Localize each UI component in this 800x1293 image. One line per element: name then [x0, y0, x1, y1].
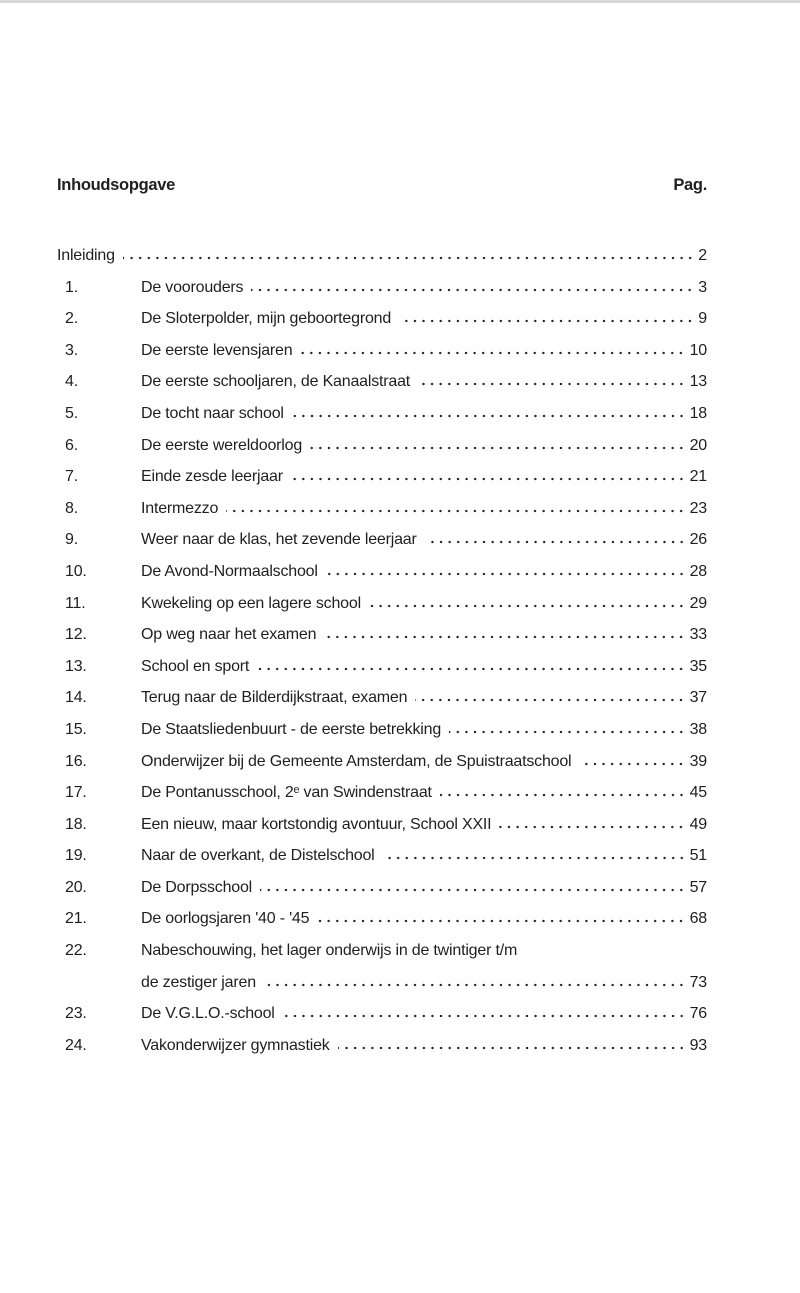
entry-number: 6. [65, 436, 78, 454]
dot-leader [399, 319, 694, 323]
entry-number: 3. [65, 341, 78, 359]
entry-number: 11. [65, 594, 86, 612]
entry-title: Vakonderwijzer gymnastiek [141, 1036, 330, 1054]
entry-page: 93 [689, 1036, 707, 1054]
dot-leader [425, 540, 686, 544]
entry-page: 10 [689, 341, 707, 359]
entry-title: De Pontanusschool, 2ᵉ van Swindenstraat [141, 784, 432, 802]
dot-leader [499, 825, 685, 829]
entry-number: 5. [65, 404, 78, 422]
entry-number: 1. [65, 278, 78, 296]
dot-leader [283, 1014, 686, 1018]
toc-entry-continuation [57, 967, 707, 999]
entry-title: Een nieuw, maar kortstondig avontuur, School XXII [141, 815, 492, 833]
dot-leader [264, 983, 686, 987]
dot-leader [418, 382, 686, 386]
entry-title: Inleiding [57, 247, 115, 264]
entry-title: Nabeschouwing, het lager onderwijs in de twintiger t/m [141, 942, 518, 960]
toc-entry [57, 493, 707, 525]
entry-title: Einde zesde leerjaar [141, 468, 283, 486]
toc-entry [57, 398, 707, 430]
entry-number: 17. [65, 784, 87, 802]
entry-number: 10. [65, 562, 87, 580]
dot-leader [579, 762, 685, 766]
entry-number: 19. [65, 847, 87, 865]
entry-title: School en sport [141, 657, 250, 675]
entry-page: 68 [689, 910, 707, 928]
entry-title: De eerste levensjaren [141, 341, 293, 359]
entry-title: De V.G.L.O.-school [141, 1005, 275, 1023]
toc-entry [57, 714, 707, 746]
entry-number: 9. [65, 531, 78, 549]
page-column-label: Pag. [673, 176, 707, 194]
toc-entry [57, 809, 707, 841]
toc-entry [57, 588, 707, 620]
entry-title: De eerste wereldoorlog [141, 436, 303, 454]
entry-title-continued: de zestiger jaren [141, 973, 256, 991]
toc-entry [57, 303, 707, 335]
dot-leader [440, 793, 686, 797]
toc-entry [57, 935, 707, 967]
entry-page: 3 [698, 278, 707, 296]
toc-header [57, 176, 707, 195]
entry-number: 12. [65, 626, 87, 644]
dot-leader [383, 856, 686, 860]
entry-title: De Staatsliedenbuurt - de eerste betrekking [141, 720, 442, 738]
entry-page: 49 [689, 815, 707, 833]
dot-leader [226, 509, 685, 513]
toc-entry [57, 746, 707, 778]
entry-number: 4. [65, 373, 78, 391]
entry-title: De oorlogsjaren '40 - '45 [141, 910, 310, 928]
entry-number: 15. [65, 720, 87, 738]
dot-leader [338, 1046, 686, 1050]
entry-number: 20. [65, 878, 87, 896]
toc-entry [57, 556, 707, 588]
entry-number: 21. [65, 910, 87, 928]
entry-title: De eerste schooljaren, de Kanaalstraat [141, 373, 411, 391]
entry-number: 7. [65, 468, 78, 486]
entry-title: Intermezzo [141, 499, 219, 517]
entry-page: 73 [689, 973, 707, 991]
entry-page: 29 [689, 594, 707, 612]
dot-leader [369, 604, 686, 608]
toc-entry [57, 366, 707, 398]
toc-heading: Inhoudsopgave [57, 176, 176, 194]
toc-entry [57, 430, 707, 462]
dot-leader [291, 477, 686, 481]
dot-leader [300, 351, 685, 355]
entry-title: Terug naar de Bilderdijkstraat, examen [141, 689, 408, 707]
toc-entry [57, 998, 707, 1030]
entry-title: De voorouders [141, 278, 244, 296]
entry-page: 9 [698, 310, 707, 328]
entry-title: Op weg naar het examen [141, 626, 317, 644]
entry-page: 2 [698, 247, 707, 264]
entry-title: De Avond-Normaalschool [141, 562, 318, 580]
entry-number: 18. [65, 815, 87, 833]
entry-number: 24. [65, 1036, 87, 1054]
entry-title: De Sloterpolder, mijn geboortegrond [141, 310, 392, 328]
toc-entry [57, 682, 707, 714]
dot-leader [251, 288, 694, 292]
toc-entry [57, 272, 707, 304]
entry-title: Naar de overkant, de Distelschool [141, 847, 375, 865]
entry-page: 51 [689, 847, 707, 865]
entry-number: 22. [65, 942, 87, 960]
toc-entry-intro [57, 240, 707, 272]
toc-entry [57, 461, 707, 493]
dot-leader [257, 667, 685, 671]
dot-leader [310, 446, 686, 450]
entry-number: 23. [65, 1005, 87, 1023]
dot-leader [317, 919, 685, 923]
entry-page: 20 [689, 436, 707, 454]
entry-number: 13. [65, 657, 87, 675]
toc-entry [57, 872, 707, 904]
entry-page: 38 [689, 720, 707, 738]
entry-page: 23 [689, 499, 707, 517]
entry-number: 2. [65, 310, 78, 328]
entry-page: 28 [689, 562, 707, 580]
entry-page: 45 [689, 784, 707, 802]
entry-page: 26 [689, 531, 707, 549]
toc-entry [57, 651, 707, 683]
dot-leader [449, 730, 686, 734]
dot-leader [415, 698, 685, 702]
entry-title: Kwekeling op een lagere school [141, 594, 361, 612]
toc-entry [57, 619, 707, 651]
entry-title: Onderwijzer bij de Gemeente Amsterdam, de Spuistraatschool [141, 752, 572, 770]
entry-page: 13 [689, 373, 707, 391]
entry-title: De tocht naar school [141, 404, 284, 422]
entry-number: 16. [65, 752, 87, 770]
entry-page: 37 [689, 689, 707, 707]
table-of-contents [57, 240, 707, 1061]
entry-page: 33 [689, 626, 707, 644]
toc-entry [57, 840, 707, 872]
dot-leader [326, 572, 686, 576]
dot-leader [292, 414, 686, 418]
entry-page: 57 [689, 878, 707, 896]
entry-title: Weer naar de klas, het zevende leerjaar [141, 531, 417, 549]
toc-entry [57, 335, 707, 367]
entry-page: 76 [689, 1005, 707, 1023]
toc-entry [57, 524, 707, 556]
dot-leader [324, 635, 685, 639]
entry-page: 39 [689, 752, 707, 770]
toc-entry [57, 1030, 707, 1062]
toc-entry [57, 903, 707, 935]
toc-entry [57, 777, 707, 809]
dot-leader [123, 256, 694, 260]
entry-page: 21 [689, 468, 707, 486]
page-edge [0, 0, 800, 3]
entry-number: 8. [65, 499, 78, 517]
dot-leader [260, 888, 686, 892]
entry-page: 35 [689, 657, 707, 675]
entry-page: 18 [689, 404, 707, 422]
entry-number: 14. [65, 689, 87, 707]
entry-title: De Dorpsschool [141, 878, 253, 896]
